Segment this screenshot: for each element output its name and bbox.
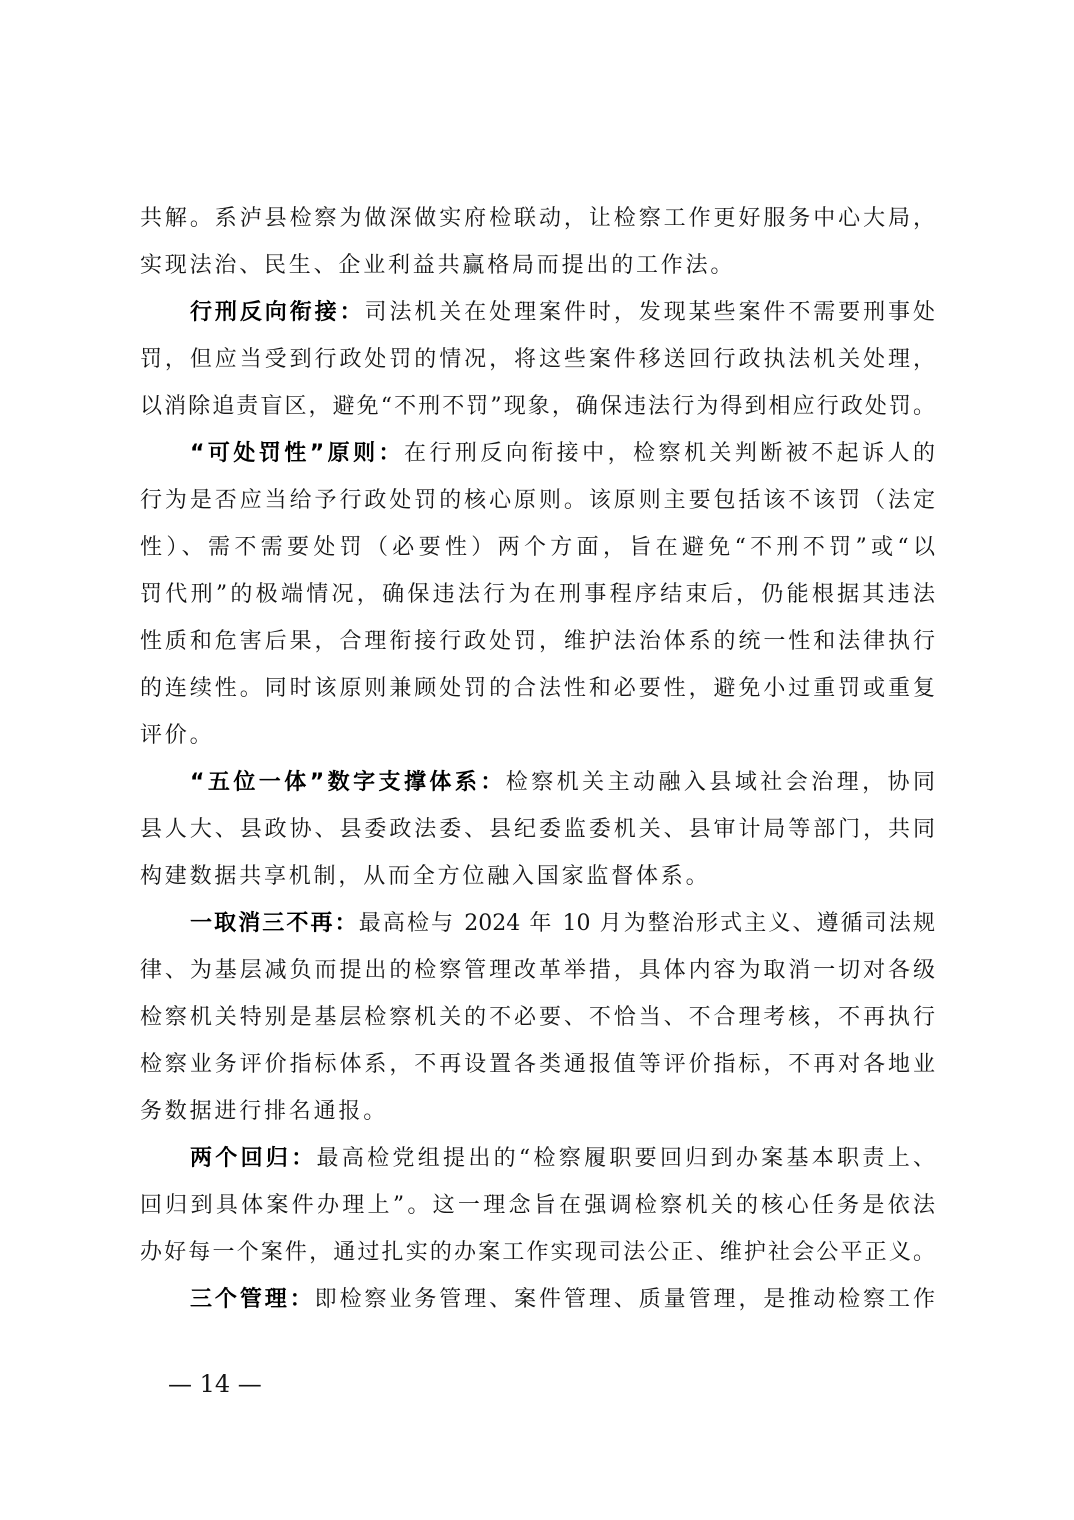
paragraph-definition: [140, 900, 935, 1135]
text-line: 性）、需不需要处罚（必要性）两个方面，旨在避免“不刑不罚”或“以: [140, 535, 935, 560]
text-line: [140, 1135, 935, 1182]
definition-text: 检察机关主动融入县域社会治理，协同: [505, 770, 935, 795]
text-line: 性质和危害后果，合理衔接行政处罚，维护法治体系的统一性和法律执行: [140, 629, 935, 654]
text-line: 检察业务评价指标体系，不再设置各类通报值等评价指标，不再对各地业: [140, 1052, 935, 1077]
definition-text: 最高检与 2024 年 10 月为整治形式主义、遵循司法规: [358, 911, 935, 936]
paragraph-definition: [140, 430, 935, 759]
text-line: 办好每一个案件，通过扎实的办案工作实现司法公正、维护社会公平正义。: [140, 1240, 935, 1265]
paragraph-definition: [140, 1135, 935, 1276]
paragraph-definition: [140, 1276, 935, 1323]
text-line: 的连续性。同时该原则兼顾处罚的合法性和必要性，避免小过重罚或重复: [140, 676, 935, 701]
definition-text: 即检察业务管理、案件管理、质量管理，是推动检察工作: [314, 1287, 935, 1312]
text-line: 共解。系泸县检察为做深做实府检联动，让检察工作更好服务中心大局，: [140, 206, 935, 231]
text-line: 罚代刑”的极端情况，确保违法行为在刑事程序结束后，仍能根据其违法: [140, 582, 935, 607]
text-line: 以消除追责盲区，避免“不刑不罚”现象，确保违法行为得到相应行政处罚。: [140, 394, 935, 419]
text-line: 回归到具体案件办理上”。这一理念旨在强调检察机关的核心任务是依法: [140, 1193, 935, 1218]
paragraph-continuation: [140, 195, 935, 289]
page-number: — 14 —: [168, 1370, 262, 1398]
text-line: 律、为基层减负而提出的检察管理改革举措，具体内容为取消一切对各级: [140, 958, 935, 983]
text-line: 行为是否应当给予行政处罚的核心原则。该原则主要包括该不该罚（法定: [140, 488, 935, 513]
definition-text: 司法机关在处理案件时，发现某些案件不需要刑事处: [364, 300, 935, 325]
text-line: [140, 289, 935, 336]
term-heading: 行刑反向衔接：: [190, 300, 365, 325]
term-heading: “五位一体”数字支撑体系：: [190, 770, 506, 795]
term-heading: 两个回归：: [190, 1146, 317, 1171]
term-heading: 三个管理：: [190, 1287, 315, 1312]
text-line: 罚，但应当受到行政处罚的情况，将这些案件移送回行政执法机关处理，: [140, 347, 935, 372]
definition-text: 在行刑反向衔接中，检察机关判断被不起诉人的: [403, 441, 935, 466]
paragraph-definition: [140, 289, 935, 430]
document-body: [140, 195, 935, 1323]
text-line: [140, 900, 935, 947]
term-heading: “可处罚性”原则：: [190, 441, 404, 466]
term-heading: 一取消三不再：: [190, 911, 359, 936]
text-line: [140, 1276, 935, 1323]
text-line: 构建数据共享机制，从而全方位融入国家监督体系。: [140, 864, 711, 889]
text-line: 务数据进行排名通报。: [140, 1099, 389, 1124]
paragraph-definition: [140, 759, 935, 900]
text-line: 县人大、县政协、县委政法委、县纪委监委机关、县审计局等部门，共同: [140, 817, 935, 842]
text-line: 实现法治、民生、企业利益共赢格局而提出的工作法。: [140, 253, 736, 278]
text-line: 评价。: [140, 723, 215, 748]
text-line: [140, 430, 935, 477]
definition-text: 最高检党组提出的“检察履职要回归到办案基本职责上、: [316, 1146, 935, 1171]
text-line: 检察机关特别是基层检察机关的不必要、不恰当、不合理考核，不再执行: [140, 1005, 935, 1030]
text-line: [140, 759, 935, 806]
